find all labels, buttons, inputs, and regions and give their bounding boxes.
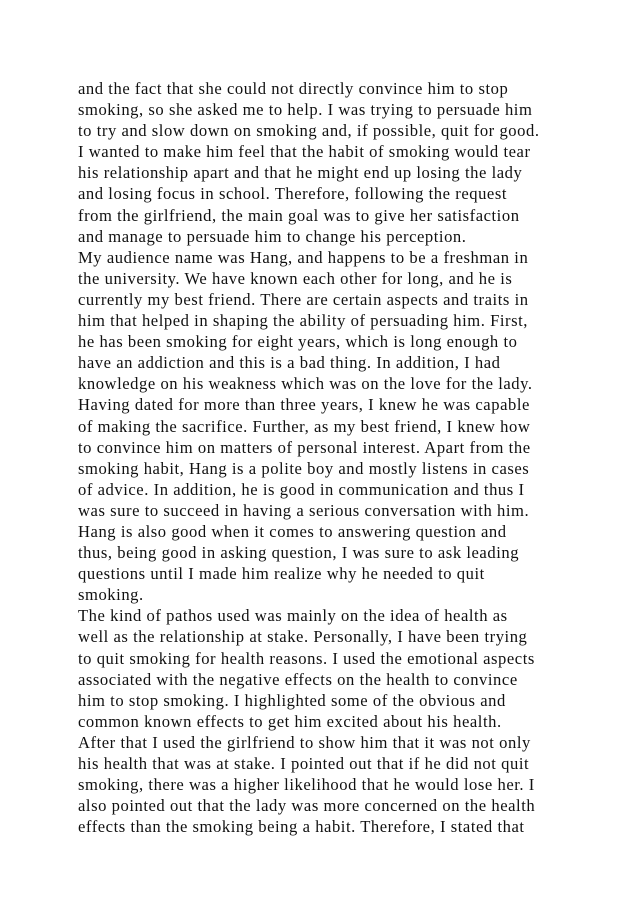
text-line: of advice. In addition, he is good in communication and thus I [78,479,525,499]
text-line: his relationship apart and that he might end up losing the lady [78,163,523,183]
text-line: to quit smoking for health reasons. I used the emotional aspects [78,648,535,668]
text-line: and losing focus in school. Therefore, following the request [78,184,508,204]
text-line: Having dated for more than three years, I knew he was capable [78,395,530,415]
text-line: effects than the smoking being a habit. Therefore, I stated that [78,817,525,837]
text-line: smoking, so she asked me to help. I was trying to persuade him [78,100,533,120]
text-line: The kind of pathos used was mainly on the idea of health as [78,606,508,626]
text-line: was sure to succeed in having a serious conversation with him. [78,500,530,520]
text-line: of making the sacrifice. Further, as my best friend, I knew how [78,416,531,436]
text-line: I wanted to make him feel that the habit of smoking would tear [78,142,531,162]
text-line: he has been smoking for eight years, which is long enough to [78,332,518,352]
text-line: him to stop smoking. I highlighted some of the obvious and [78,690,506,710]
text-line: associated with the negative effects on the health to convince [78,669,518,689]
text-line: questions until I made him realize why he needed to quit [78,564,485,584]
body-text [78,78,638,837]
text-line: to try and slow down on smoking and, if possible, quit for good. [78,121,540,141]
text-line: from the girlfriend, the main goal was to give her satisfaction [78,205,520,225]
text-line: knowledge on his weakness which was on the love for the lady. [78,374,533,394]
text-line: him that helped in shaping the ability of persuading him. First, [78,311,528,331]
text-line: also pointed out that the lady was more concerned on the health [78,796,536,816]
text-line: smoking habit, Hang is a polite boy and mostly listens in cases [78,458,530,478]
text-line: common known effects to get him excited about his health. [78,711,502,731]
text-line: have an addiction and this is a bad thing. In addition, I had [78,353,501,373]
text-line: currently my best friend. There are certain aspects and traits in [78,289,529,309]
text-line: well as the relationship at stake. Personally, I have been trying [78,627,528,647]
text-line: Hang is also good when it comes to answering question and [78,521,507,541]
text-line: to convince him on matters of personal interest. Apart from the [78,437,531,457]
text-line: the university. We have known each other for long, and he is [78,268,513,288]
text-line: smoking. [78,585,144,605]
text-line: smoking, there was a higher likelihood that he would lose her. I [78,775,535,795]
text-line: and manage to persuade him to change his perception. [78,226,467,246]
text-line: his health that was at stake. I pointed out that if he did not quit [78,754,530,773]
text-line: My audience name was Hang, and happens to be a freshman in [78,247,529,267]
text-line: and the fact that she could not directly convince him to stop [78,79,509,98]
text-line: thus, being good in asking question, I was sure to ask leading [78,543,520,563]
text-line: After that I used the girlfriend to show him that it was not only [78,732,531,752]
